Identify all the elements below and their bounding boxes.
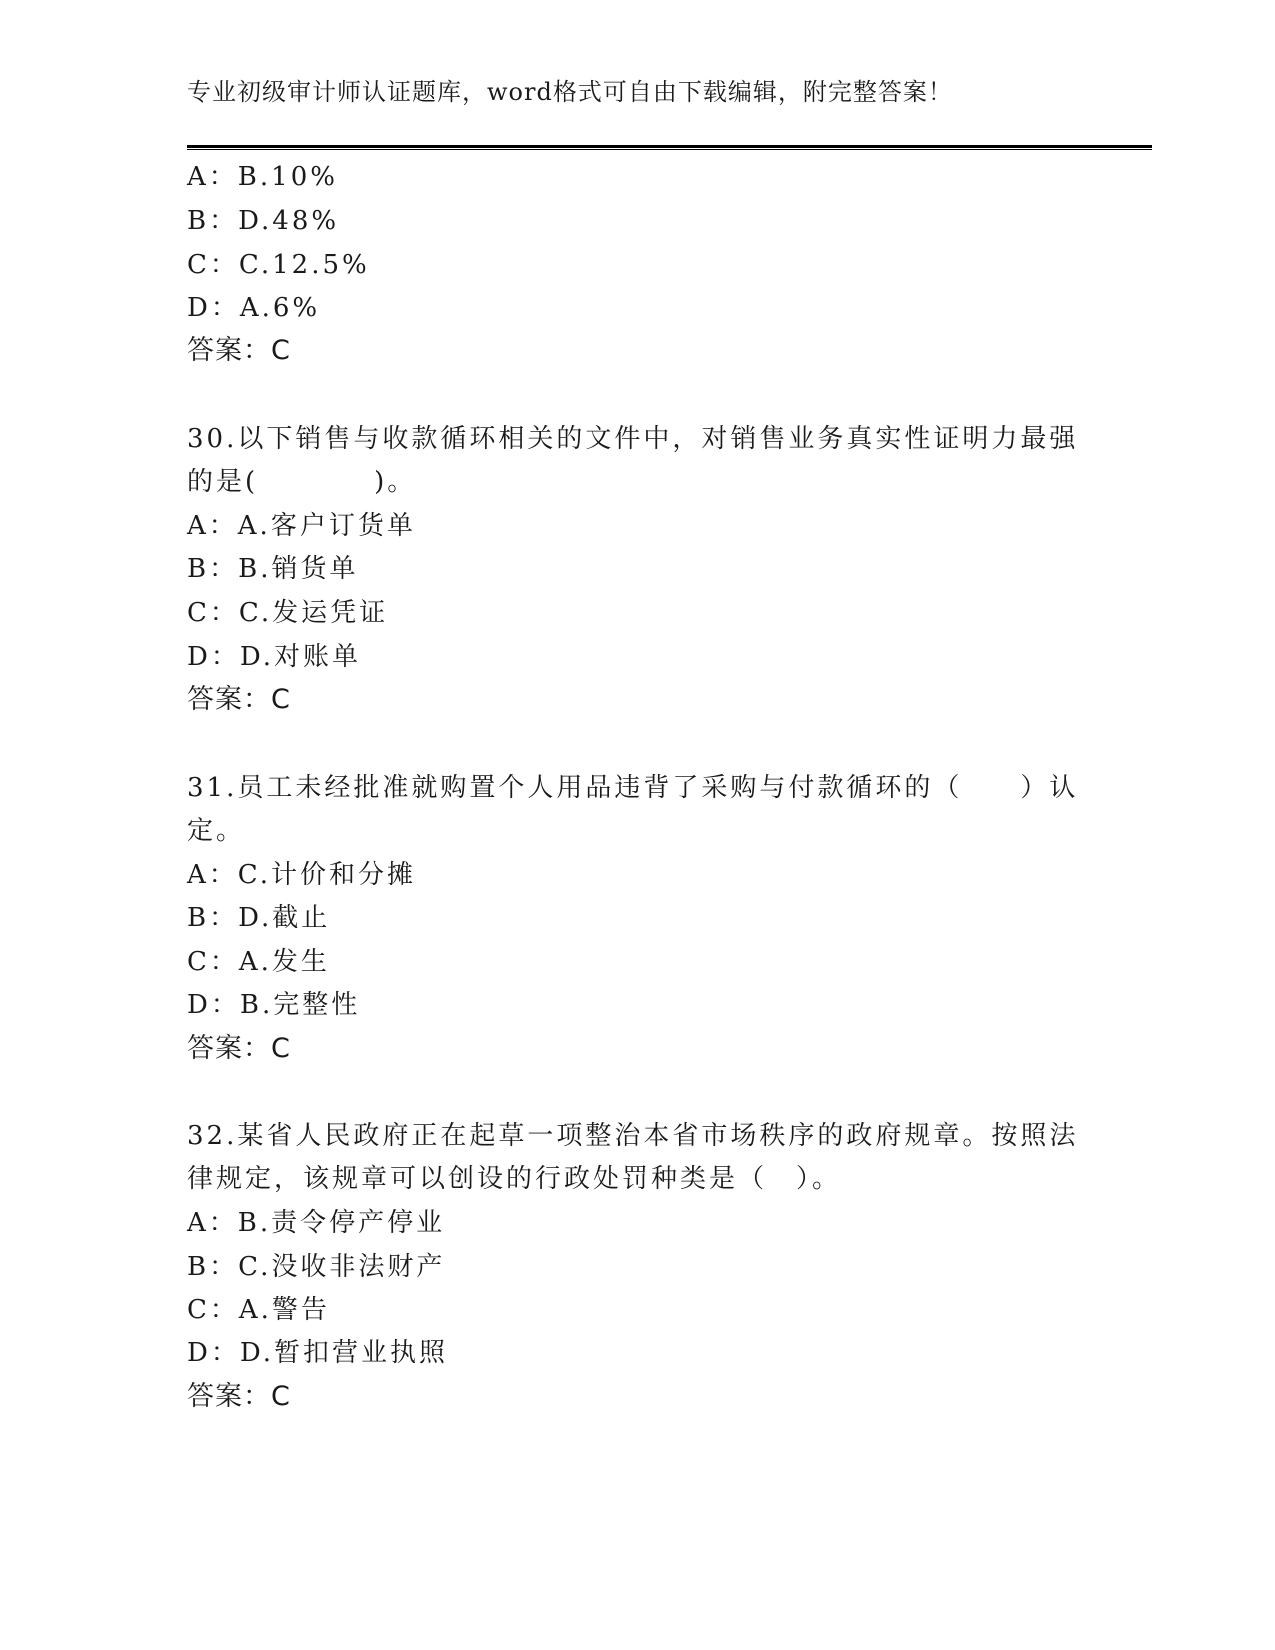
answer: 答案：C (187, 684, 291, 715)
question-32-text: 32.某省人民政府正在起草一项整治本省市场秩序的政府规章。按照法 (187, 1121, 1079, 1151)
option-d: D：B.完整性 (187, 990, 361, 1020)
question-32-text-cont: 律规定，该规章可以创设的行政处罚种类是（ ）。 (187, 1164, 842, 1194)
option-b: B：D.48% (187, 206, 340, 236)
answer: 答案：C (187, 1033, 291, 1064)
option-d: D：A.6% (187, 293, 321, 323)
option-c: C：A.发生 (187, 947, 330, 977)
question-30-text: 30.以下销售与收款循环相关的文件中，对销售业务真实性证明力最强 (187, 424, 1079, 454)
option-d: D：D.暂扣营业执照 (187, 1338, 449, 1368)
page-header: 专业初级审计师认证题库，word格式可自由下载编辑，附完整答案！ (187, 78, 953, 106)
answer: 答案：C (187, 1381, 291, 1412)
question-31-text-cont: 定。 (187, 816, 246, 846)
option-a: A：C.计价和分摊 (187, 860, 417, 890)
option-c: C：A.警告 (187, 1295, 330, 1325)
header-divider (187, 145, 1152, 150)
option-a: A：B.责令停产停业 (187, 1208, 446, 1238)
answer: 答案：C (187, 335, 291, 366)
question-30-text-cont: 的是( )。 (187, 467, 417, 497)
option-c: C：C.发运凭证 (187, 598, 389, 628)
option-b: B：D.截止 (187, 903, 331, 933)
option-b: B：C.没收非法财产 (187, 1252, 446, 1282)
option-d: D：D.对账单 (187, 642, 362, 672)
option-b: B：B.销货单 (187, 554, 359, 584)
option-a: A：A.客户订货单 (187, 511, 416, 541)
option-c: C：C.12.5% (187, 250, 370, 280)
option-a: A：B.10% (187, 162, 338, 192)
question-31-text: 31.员工未经批准就购置个人用品违背了采购与付款循环的（ ）认 (187, 773, 1079, 803)
